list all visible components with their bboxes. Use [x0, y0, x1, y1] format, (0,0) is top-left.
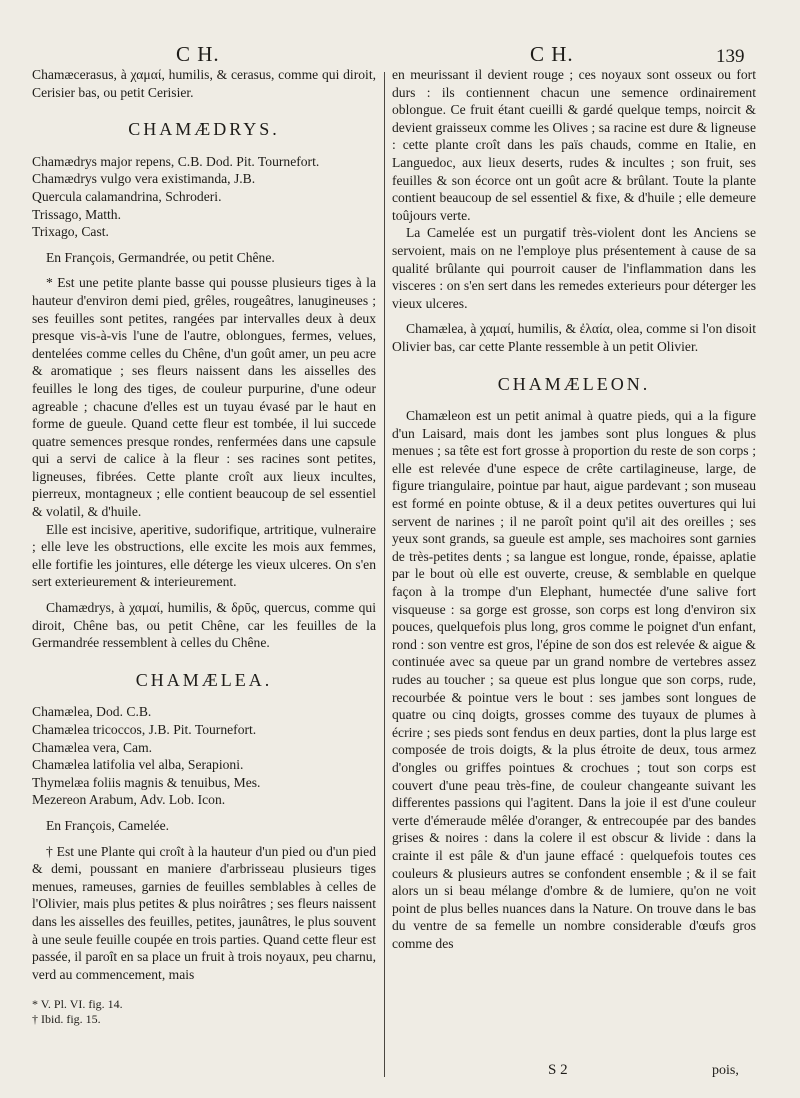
footnote: * V. Pl. VI. fig. 14.: [32, 997, 123, 1012]
continued-paragraph: en meurissant il devient rouge ; ces noyaux sont osseux ou fort durs : ils contiennent chacun une semence ordinairement oblongue. Ce fruit étant cueilli & gardé quelque temps, noircit & devient graisseux comme les Olives ; sa racine est dure & ligneuse : cette plante croît dans les païs chauds, comme en Italie, en Languedoc, aux lieux deserts, rudes & incultes ; son fruit, ses feuilles & son écorce ont un goût acre & brûlant. Toute la plante contient beaucoup de sel essentiel & fixe, & d'huile ; elle demeure toûjours verte.: [392, 67, 756, 223]
page-number: 139: [716, 46, 745, 67]
left-column: [32, 66, 376, 1027]
french-name: En François, Camelée.: [46, 817, 170, 833]
virtues-paragraph: La Camelée est un purgatif très-violent dont les Anciens se servoient, mais on ne l'employe plus présentement à cause de sa qualité brûlante qui pourroit causer de l'inflammation dans les visceres : on s'en sert dans les remedes exterieurs pour déterger les vieux ulceres.: [392, 225, 756, 311]
heading-chamaeleon: CHAMÆLEON.: [497, 373, 651, 394]
synonym-line: Trixago, Cast.: [32, 224, 109, 240]
signature-mark: S 2: [548, 1062, 568, 1078]
synonym-line: Chamælea vera, Cam.: [32, 739, 153, 755]
french-name: En François, Germandrée, ou petit Chêne.: [46, 249, 275, 265]
right-column: [392, 66, 756, 953]
synonym-line: Chamædrys vulgo vera existimanda, J.B.: [32, 171, 256, 187]
chamaecerasus-etymology: Chamæcerasus, à χαμαί, humilis, & cerasus, comme qui diroit, Cerisier bas, ou petit Cerisier.: [32, 67, 376, 100]
synonym-line: Mezereon Arabum, Adv. Lob. Icon.: [32, 792, 226, 808]
footnote: † Ibid. fig. 15.: [32, 1012, 101, 1027]
catchword: pois,: [712, 1063, 739, 1078]
etymology-paragraph: Chamædrys, à χαμαί, humilis, & δρῦς, quercus, comme qui diroit, Chêne bas, ou petit Chêne, car les feuilles de la Germandrée ressemblent à celles du Chêne.: [32, 600, 376, 651]
description-paragraph: † Est une Plante qui croît à la hauteur d'un pied ou d'un pied & demi, poussant en maniere d'arbrisseau plusieurs tiges menues, rameuses, garnies de feuilles semblables à celles de l'Olivier, mais plus petites & plus noirâtres ; ses fleurs naissent dans les aisselles des feuilles, petites, jaunâtres, le plus souvent à une seule feuille coupée en trois parties. Quand cette fleur est passée, il paroît en sa place un fruit à trois noyaux, peu charnu, verd au commencement, mais: [32, 843, 376, 982]
synonym-line: Chamælea, Dod. C.B.: [32, 704, 152, 720]
heading-chamaelea: CHAMÆLEA.: [135, 669, 273, 690]
synonym-line: Chamælea latifolia vel alba, Serapioni.: [32, 757, 244, 773]
column-rule: [384, 72, 385, 1077]
description-paragraph: Chamæleon est un petit animal à quatre pieds, qui a la figure d'un Laisard, mais dont les jambes sont plus longues & plus menues ; sa tête est fort grosse à proportion du reste de son corps ; elle est relevée d'une espece de crête cartilagineuse, large, de figure triangulaire, pointue par haut, aigue pardevant ; son museau est formé en pointe obtuse, & il a deux petites ouvertures qui lui servent de narines ; il ne paroît point qu'il ait des oreilles ; ses yeux sont grands, sa gueule est ample, ses machoires sont garnies de très-petites dents ; sa langue est longue, ronde, épaisse, aplatie par le bout où elle est ouverte, creuse, & semblable en quelque façon à la trompe d'un Elephant, humectée d'une salive fort visqueuse : sa gorge est grosse, son corps est long d'environ six pouces, quelquefois plus long, gros comme le poignet d'un enfant, rond : son ventre est gros, l'épine de son dos est relevée & aigue & continuée avec sa queue par un grand nombre de vertebres assez rudes au toucher ; sa queue est plus longue que son corps, rude, recourbée & pointue vers le bout : ses jambes sont longues de quatre ou cinq doigts, grosses comme des tuyaux de plumes à écrire ; ses pieds sont fendus en deux parties, dont la plus large est composée de trois doigts, & la plus étroite de deux, tous armez d'ongles ou griffes pointues & crochues ; tout son corps est couvert d'une peau très-fine, de couleur changeante suivant les differentes passions qui l'agitent. Dans la joie il est d'une couleur verte d'émeraude mêlée d'oranger, & entrecoupée par des bandes grises & noires : dans la colere il est obscur & livide : dans la crainte il est pâle & d'un jaune effacé : quelquefois toutes ces couleurs & plusieurs autres se confondent ensemble ; & il se fait alors un si beau mélange d'ombre & de lumiere, qu'on ne voit point de plus belles nuances dans la Nature. On trouve dans le bas du ventre de sa femelle un nombre considerable d'œufs gros comme des: [392, 408, 756, 951]
synonym-line: Quercula calamandrina, Schroderi.: [32, 188, 222, 204]
etymology-paragraph: Chamælea, à χαμαί, humilis, & ἐλαία, olea, comme si l'on disoit Olivier bas, car cette Plante ressemble à un petit Olivier.: [392, 321, 756, 354]
description-paragraph: * Est une petite plante basse qui pousse plusieurs tiges à la hauteur d'environ demi pied, grêles, rougeâtres, lanugineuses ; ses feuilles sont petites, rangées par intervalles deux à deux presque vis-à-vis l'une de l'autre, oblongues, fermes, velues, dentelées comme celles du Chêne, d'un goût amer, un peu acre & aromatique ; ses fleurs naissent dans les aisselles des feuilles le long des tiges, de couleur purpurine, d'une odeur agreable ; chacune d'elles est un tuyau évasé par le haut en forme de gueule. Quand cette fleur est tombée, il lui succede quatre semences presque rondes, renfermées dans une capsule qui a servi de calice à la fleur : ses racines sont petites, ligneuses, fibrées. Cette plante croît aux lieux incultes, pierreux, montagneux ; elle contient beaucoup de sel essentiel & volatil, & d'huile.: [32, 275, 376, 520]
synonym-line: Chamælea tricoccos, J.B. Pit. Tournefort.: [32, 722, 257, 737]
running-head-right: C H.: [530, 42, 574, 66]
virtues-paragraph: Elle est incisive, aperitive, sudorifique, artritique, vulneraire ; elle leve les obstructions, elle excite les mois aux femmes, elle fortifie les jointures, elle déterge les vieux ulceres. On s'en sert exterieurement & interieurement.: [32, 521, 376, 590]
synonym-line: Chamædrys major repens, C.B. Dod. Pit. Tournefort.: [32, 153, 320, 169]
synonym-line: Thymelæa foliis magnis & tenuibus, Mes.: [32, 774, 261, 790]
running-head-left: C H.: [176, 42, 220, 66]
synonym-line: Trissago, Matth.: [32, 206, 122, 222]
heading-chamaedrys: CHAMÆDRYS.: [128, 119, 280, 140]
